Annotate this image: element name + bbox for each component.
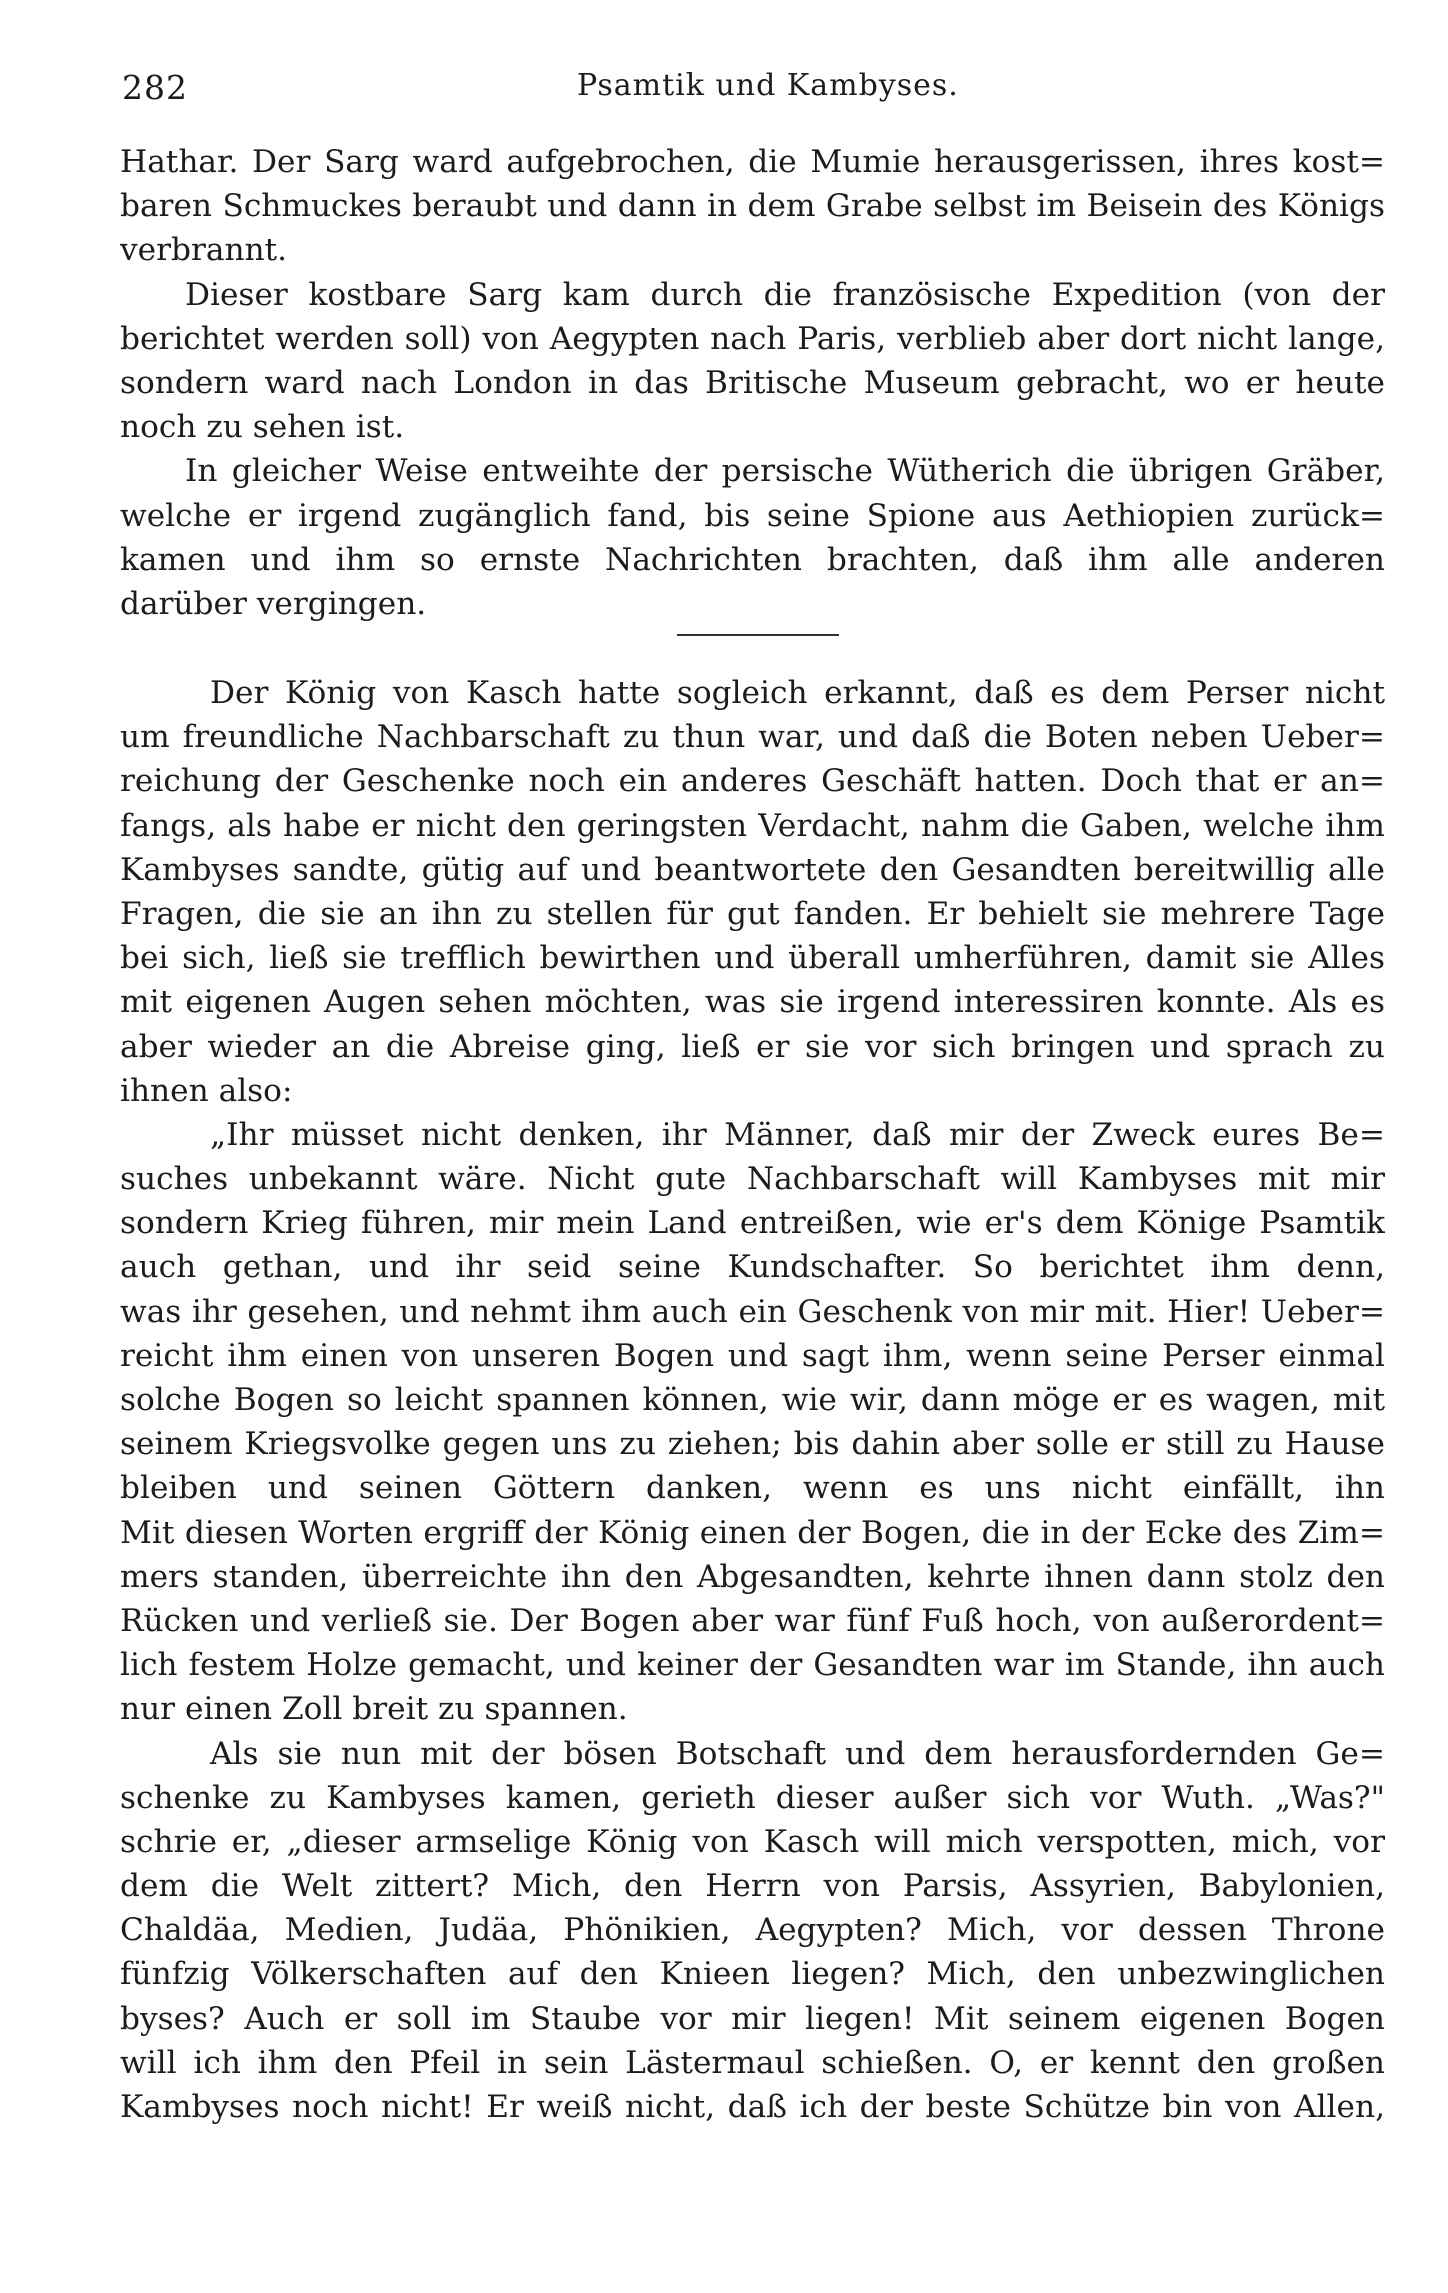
text-line: verbrannt. bbox=[120, 232, 288, 269]
text-line: auch gethan, und ihr seid seine Kundschafter. So berichtet ihm denn, bbox=[120, 1249, 1385, 1286]
text-line: aber wieder an die Abreise ging, ließ er sie vor sich bringen und sprach zu bbox=[120, 1028, 1385, 1065]
text-line: um freundliche Nachbarschaft zu thun war, und daß die Boten neben Ueber= bbox=[120, 719, 1385, 756]
text-line: dem die Welt zittert? Mich, den Herrn von Parsis, Assyrien, Babylonien, bbox=[120, 1868, 1385, 1905]
text-line: was ihr gesehen, und nehmt ihm auch ein Geschenk von mir mit. Hier! Ueber= bbox=[120, 1293, 1385, 1330]
page-header bbox=[122, 68, 1384, 120]
text-line: Dieser kostbare Sarg kam durch die französische Expedition (von der bbox=[185, 276, 1385, 313]
text-line: fünfzig Völkerschaften auf den Knieen liegen? Mich, den unbezwinglichen bbox=[120, 1956, 1385, 1993]
page-number: 282 bbox=[122, 68, 188, 107]
text-line: „Ihr müsset nicht denken, ihr Männer, daß mir der Zweck eures Be= bbox=[210, 1116, 1385, 1153]
text-line: sondern ward nach London in das Britische Museum gebracht, wo er heute bbox=[120, 364, 1385, 401]
text-line: welche er irgend zugänglich fand, bis seine Spione aus Aethiopien zurück= bbox=[120, 497, 1385, 534]
text-line: In gleicher Weise entweihte der persische Wütherich die übrigen Gräber, bbox=[185, 453, 1385, 490]
text-line: ihnen also: bbox=[120, 1072, 293, 1109]
text-block-1 bbox=[120, 140, 1385, 626]
text-line: lich festem Holze gemacht, und keiner der Gesandten war im Stande, ihn auch bbox=[120, 1647, 1385, 1684]
text-line: schrie er, „dieser armselige König von Kasch will mich verspotten, mich, vor bbox=[120, 1823, 1385, 1860]
text-line: darüber vergingen. bbox=[120, 585, 427, 622]
text-line: Kambyses sandte, gütig auf und beantwortete den Gesandten bereitwillig alle bbox=[120, 851, 1385, 888]
text-line: reicht ihm einen von unseren Bogen und sagt ihm, wenn seine Perser einmal bbox=[120, 1337, 1385, 1374]
text-line: will ich ihm den Pfeil in sein Lästermaul schießen. O, er kennt den großen bbox=[120, 2044, 1385, 2081]
text-line: bleiben und seinen Göttern danken, wenn es uns nicht einfällt, ihn bbox=[120, 1470, 1385, 1507]
text-line: Der König von Kasch hatte sogleich erkannt, daß es dem Perser nicht bbox=[210, 675, 1385, 711]
text-line: solche Bogen so leicht spannen können, wie wir, dann möge er es wagen, mit bbox=[120, 1382, 1385, 1418]
text-line: noch zu sehen ist. bbox=[120, 409, 405, 446]
text-line: mit eigenen Augen sehen möchten, was sie irgend interessiren konnte. Als es bbox=[120, 984, 1385, 1021]
text-line: mers standen, überreichte ihn den Abgesandten, kehrte ihnen dann stolz den bbox=[120, 1558, 1385, 1595]
text-line: sondern Krieg führen, mir mein Land entreißen, wie er's dem Könige Psamtik bbox=[120, 1205, 1385, 1242]
text-line: Kambyses noch nicht! Er weiß nicht, daß ich der beste Schütze bin von Allen, bbox=[120, 2089, 1385, 2125]
text-line: Mit diesen Worten ergriff der König einen der Bogen, die in der Ecke des Zim= bbox=[120, 1514, 1385, 1551]
text-line: Als sie nun mit der bösen Botschaft und dem herausfordernden Ge= bbox=[210, 1735, 1385, 1772]
text-block-2 bbox=[120, 671, 1385, 2129]
text-line: Rücken und verließ sie. Der Bogen aber war fünf Fuß hoch, von außerordent= bbox=[120, 1602, 1385, 1639]
text-line: reichung der Geschenke noch ein anderes Geschäft hatten. Doch that er an= bbox=[120, 763, 1385, 800]
running-title: Psamtik und Kambyses. bbox=[577, 68, 959, 103]
text-line: bei sich, ließ sie trefflich bewirthen und überall umherführen, damit sie Alles bbox=[120, 940, 1385, 977]
text-line: Fragen, die sie an ihn zu stellen für gut fanden. Er behielt sie mehrere Tage bbox=[120, 895, 1385, 932]
text-line: fangs, als habe er nicht den geringsten Verdacht, nahm die Gaben, welche ihm bbox=[120, 807, 1385, 844]
text-line: byses? Auch er soll im Staube vor mir liegen! Mit seinem eigenen Bogen bbox=[120, 2000, 1385, 2037]
text-line: berichtet werden soll) von Aegypten nach Paris, verblieb aber dort nicht lange, bbox=[120, 320, 1385, 357]
section-divider bbox=[677, 634, 839, 636]
text-line: baren Schmuckes beraubt und dann in dem Grabe selbst im Beisein des Königs bbox=[120, 188, 1385, 225]
text-line: kamen und ihm so ernste Nachrichten brachten, daß ihm alle anderen bbox=[120, 541, 1385, 578]
text-line: seinem Kriegsvolke gegen uns zu ziehen; bis dahin aber solle er still zu Hause bbox=[120, 1426, 1385, 1463]
text-line: Chaldäa, Medien, Judäa, Phönikien, Aegypten? Mich, vor dessen Throne bbox=[120, 1912, 1385, 1949]
text-line: nur einen Zoll breit zu spannen. bbox=[120, 1691, 628, 1728]
text-line: suches unbekannt wäre. Nicht gute Nachbarschaft will Kambyses mit mir bbox=[120, 1161, 1385, 1198]
text-line: schenke zu Kambyses kamen, gerieth dieser außer sich vor Wuth. „Was?" bbox=[120, 1779, 1385, 1816]
text-line: Hathar. Der Sarg ward aufgebrochen, die Mumie herausgerissen, ihres kost= bbox=[120, 144, 1385, 180]
